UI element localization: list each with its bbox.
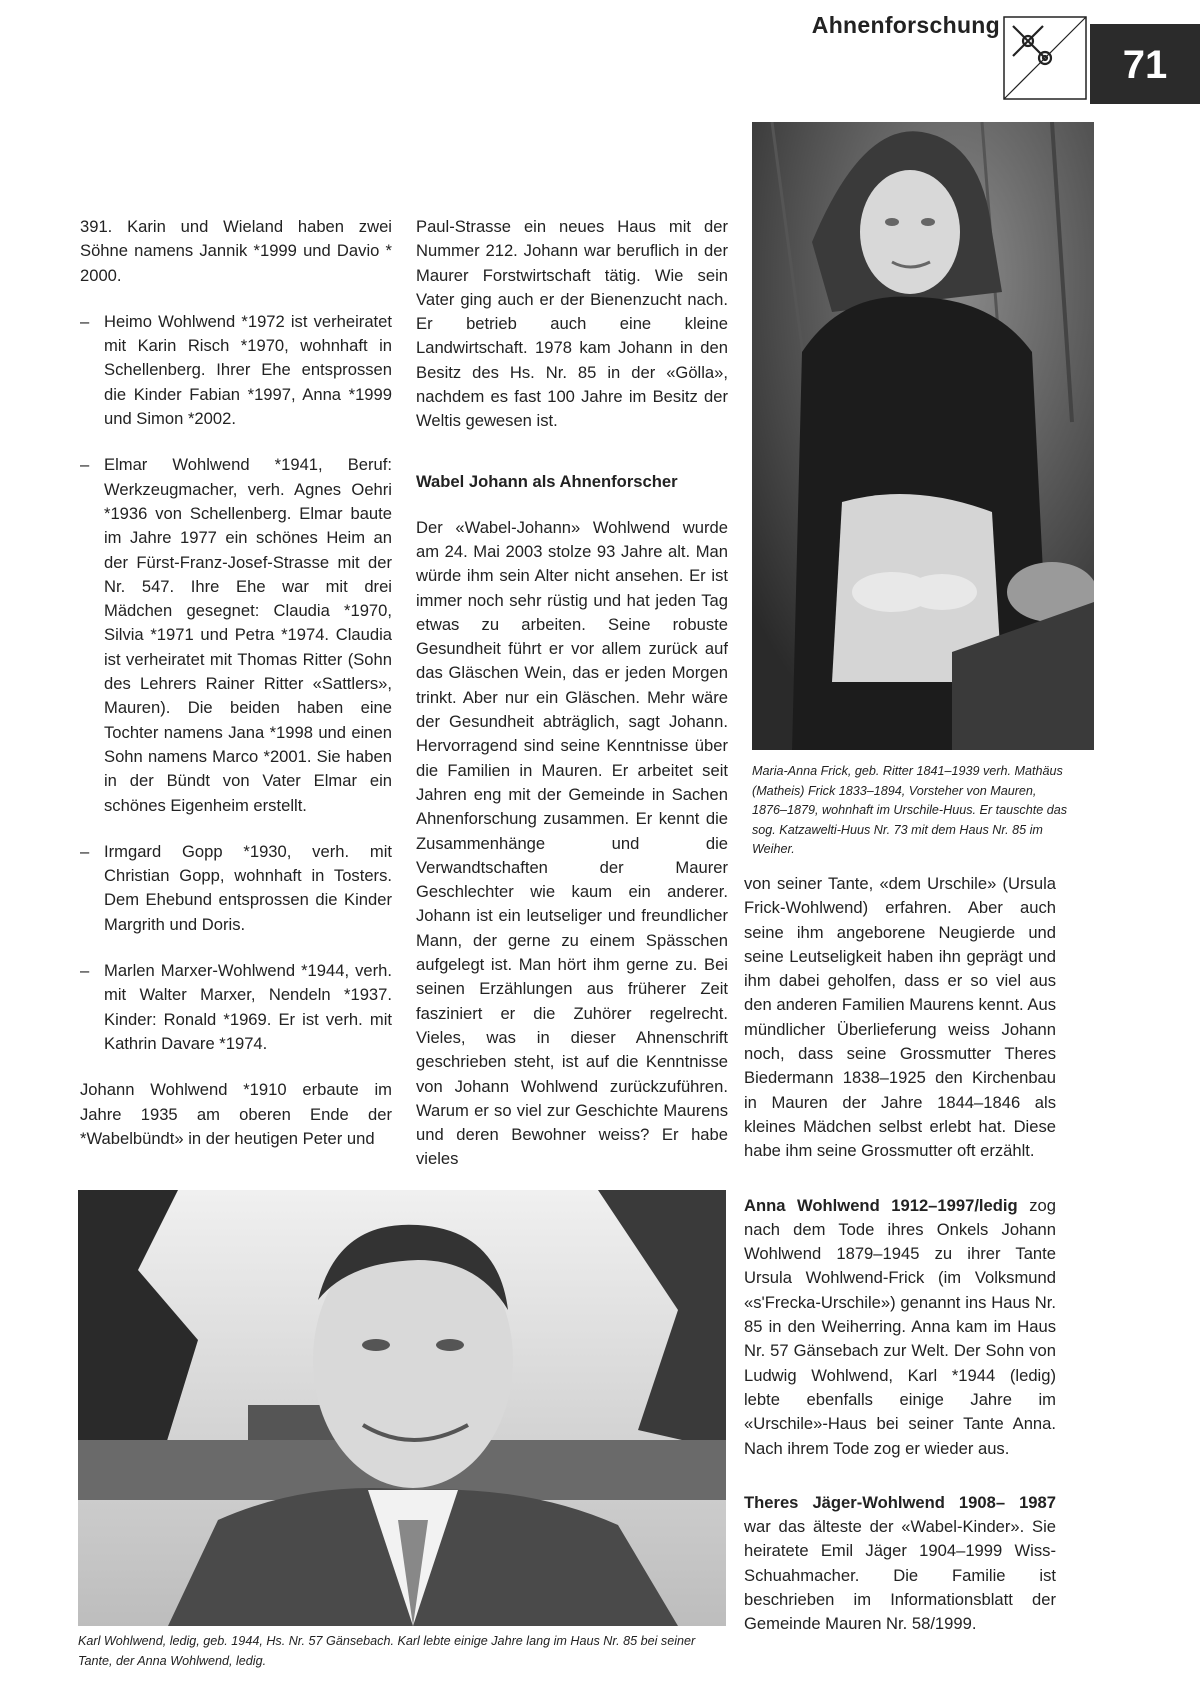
section-title: Ahnenforschung	[811, 12, 1000, 38]
list-item: – Marlen Marxer-Wohlwend *1944, verh. mit Walter Marxer, Nendeln *1937. Kinder: Ronald *1969. Er ist verh. mit Kathrin Davare *1974.	[80, 959, 392, 1056]
left-column	[80, 215, 392, 1173]
photo-maria-anna-frick	[752, 122, 1094, 750]
person-heading-theres: Theres Jäger-Wohlwend 1908– 1987	[744, 1492, 1056, 1512]
person-heading-anna: Anna Wohlwend 1912–1997/ledig	[744, 1195, 1018, 1215]
paragraph: Paul-Strasse ein neues Haus mit der Nummer 212. Johann war beruflich in der Maurer Forstwirtschaft tätig. Wie sein Vater ging auch er der Bienenzucht nach. Er betrieb auch eine kleine Landwirtschaft. 1978 kam Johann in den Besitz des Hs. Nr. 85 in der «Gölla», nachdem es fast 100 Jahre im Besitz der Weltis gewesen ist.	[416, 217, 728, 431]
photo-caption-woman: Maria-Anna Frick, geb. Ritter 1841–1939 verh. Mathäus (Matheis) Frick 1833–1894, Vorsteher von Mauren, 1876–1879, wohnhaft im Urschile-Huus. Er tauschte das sog. Katzawelti-Huus Nr. 73 mit dem Haus Nr. 85 im Weiher.	[752, 764, 1068, 857]
photo-caption-man: Karl Wohlwend, ledig, geb. 1944, Hs. Nr. 57 Gänsebach. Karl lebte einige Jahre lang im Haus Nr. 85 bei seiner Tante, der Anna Wohlwend, ledig.	[78, 1634, 696, 1668]
list-item: – Heimo Wohlwend *1972 ist verheiratet mit Karin Risch *1970, wohnhaft in Schellenberg. Ihrer Ehe entsprossen die Kinder Fabian *1997, Anna *1999 und Simon *2002.	[80, 310, 392, 431]
section-heading: Wabel Johann als Ahnenforscher	[416, 471, 678, 491]
paragraph-text: war das älteste der «Wabel-Kinder». Sie heiratete Emil Jäger 1904–1999 Wiss-Schuahmacher. Die Familie ist beschrieben im Informationsblatt der Gemeinde Mauren Nr. 58/1999.	[744, 1517, 1056, 1634]
paragraph-text: zog nach dem Tode ihres Onkels Johann Wohlwend 1879–1945 zu ihrer Tante Ursula Wohlwend-Frick (im Volksmund «s'Frecka-Urschile») genannt ins Haus Nr. 85 in den Weiherring. Anna kam im Haus Nr. 57 Gänsebach zur Welt. Der Sohn von Ludwig Wohlwend, Karl *1944 (ledig) lebte ebenfalls einige Jahre im «Urschile»-Haus bei seiner Tante Anna. Nach ihrem Tode zog er wieder aus.	[744, 1195, 1056, 1458]
right-column	[744, 872, 1056, 1667]
photo-karl-wohlwend	[78, 1190, 726, 1626]
middle-column	[416, 215, 728, 1194]
paragraph: von seiner Tante, «dem Urschile» (Ursula Frick-Wohlwend) erfahren. Aber auch seine ihm angeborene Neugierde und seine Leutseligkeit haben ihn geprägt und ihm dabei geholfen, dass er so viel aus den anderen Familien Maurens kennt. Aus mündlicher Überlieferung weiss Johann noch, dass seine Grossmutter Theres Biedermann 1838–1925 den Kirchenbau in Mauren der Jahre 1844–1846 als kleines Mädchen selbst erlebt hat. Diese habe ihm seine Grossmutter oft erzählt.	[744, 874, 1056, 1161]
paragraph: Johann Wohlwend *1910 erbaute im Jahre 1935 am oberen Ende der *Wabelbündt» in der heutigen Peter und	[80, 1080, 392, 1148]
page-number: 71	[1090, 24, 1200, 104]
paragraph: 391. Karin und Wieland haben zwei Söhne namens Jannik *1999 und Davio * 2000.	[80, 217, 392, 285]
coat-of-arms-icon	[1003, 16, 1087, 100]
paragraph: Der «Wabel-Johann» Wohlwend wurde am 24. Mai 2003 stolze 93 Jahre alt. Man würde ihm sein Alter nicht ansehen. Er ist immer noch sehr rüstig und hat jeden Tag etwas zu arbeiten. Seine robuste Gesundheit führt er vor allem zurück auf das Gläschen Wein, das er jeden Morgen trinkt. Aber nur ein Gläschen. Mehr wäre der Gesundheit abträglich, sagt Johann. Hervorragend sind seine Kenntnisse über die Familien in Mauren. Er arbeitet seit Jahren eng mit der Gemeinde in Sachen Ahnenforschung zusammen. Er kennt die Zusammenhänge und die Verwandtschaften der Maurer Geschlechter wie kaum ein anderer. Johann ist ein leutseliger und freundlicher Mann, der gerne zu einem Spässchen aufgelegt ist. Man hört ihm gerne zu. Bei seinen Erzählungen aus früherer Zeit fasziniert er die Zuhörer regelrecht. Vieles, was in dieser Ahnenschrift geschrieben steht, ist auf die Kenntnisse von Johann Wohlwend zurückzuführen. Warum er so viel zur Geschichte Maurens und deren Bewohner weiss? Er habe vieles	[416, 517, 728, 1169]
list-item: – Irmgard Gopp *1930, verh. mit Christian Gopp, wohnhaft in Tosters. Dem Ehebund entsprossen die Kinder Margrith und Doris.	[80, 840, 392, 937]
paragraph	[744, 1194, 1056, 1461]
paragraph	[744, 1491, 1056, 1637]
list-item: – Elmar Wohlwend *1941, Beruf: Werkzeugmacher, verh. Agnes Oehri *1936 von Schellenberg. Elmar baute im Jahre 1977 ein schönes Heim an der Fürst-Franz-Josef-Strasse mit der Nr. 547. Ihre Ehe war mit drei Mädchen gesegnet: Claudia *1970, Silvia *1971 und Petra *1974. Claudia ist verheiratet mit Thomas Ritter (Sohn des Lehrers Rainer Ritter «Sattlers», Mauren). Die beiden haben eine Tochter namens Jana *1998 und einen Sohn namens Marco *2001. Sie haben in der Bündt von Vater Elmar ein schönes Eigenheim erstellt.	[80, 453, 392, 817]
